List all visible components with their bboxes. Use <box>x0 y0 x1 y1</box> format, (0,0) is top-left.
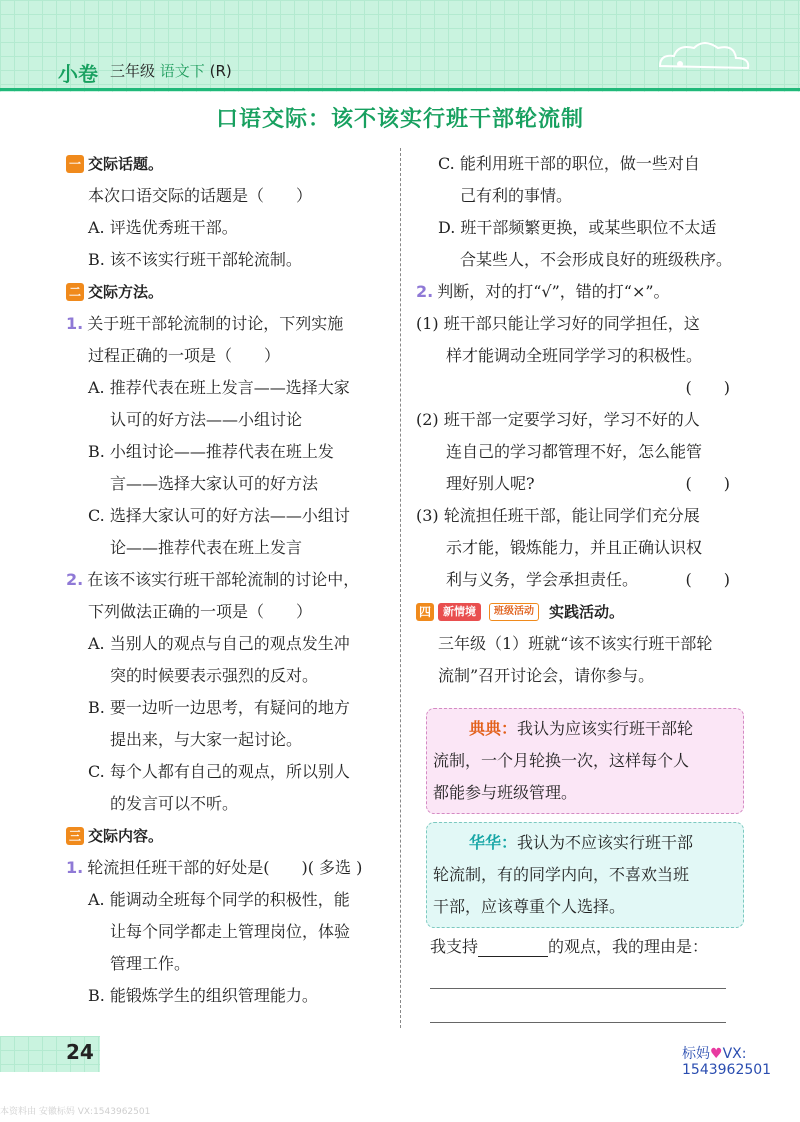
q3-option-a-line1: A. 能调动全班每个同学的积极性，能 <box>88 890 350 909</box>
diandian-speech-box <box>426 708 744 814</box>
question-1-text: 关于班干部轮流制的讨论，下列实施 <box>87 314 344 333</box>
q3-option-b-line1: B. 能锻炼学生的组织管理能力。 <box>88 986 318 1005</box>
left-column <box>66 148 396 1012</box>
new-scenario-badge: 新情境 <box>438 603 481 621</box>
question-1 <box>66 308 396 340</box>
heart-icon: ♥ <box>710 1046 723 1062</box>
q3-option-a-line2: 让每个同学都走上管理岗位，体验 <box>110 922 351 941</box>
answer-line-2[interactable] <box>430 1022 726 1023</box>
support-statement <box>430 934 708 957</box>
grade-subject: 语文下 <box>159 62 205 80</box>
section-3-title: 交际内容。 <box>88 827 164 845</box>
judge-2-line1: (2) 班干部一定要学习好，学习不好的人 <box>416 410 700 429</box>
judge-3-line3 <box>416 564 736 596</box>
judge-3-line1: (3) 轮流担任班干部，能让同学们充分展 <box>416 506 700 525</box>
watermark-name: 标妈 <box>682 1046 710 1062</box>
question-4-text: 判断，对的打“√”，错的打“×”。 <box>437 282 670 301</box>
q2-option-a-line1: A. 当别人的观点与自己的观点发生冲 <box>88 634 350 653</box>
section-4-title: 实践活动。 <box>549 603 625 621</box>
page-number: 24 <box>66 1040 94 1064</box>
judge-3-line3-text: 利与义务，学会承担责任。 <box>446 570 639 589</box>
section-3-number: 三 <box>66 827 84 845</box>
huahua-text1: 我认为不应该实行班干部 <box>517 833 694 852</box>
column-divider <box>400 148 401 1028</box>
section-1-heading <box>66 148 396 180</box>
judge-2-line3-text: 理好别人呢? <box>446 474 535 493</box>
question-3 <box>66 852 396 884</box>
question-4-number: 2. <box>416 282 434 301</box>
q2-option-b-line1: B. 要一边听一边思考，有疑问的地方 <box>88 698 350 717</box>
page-title: 口语交际：该不该实行班干部轮流制 <box>215 107 584 132</box>
support-suffix: 的观点，我的理由是： <box>548 937 709 956</box>
judge-1-line1: (1) 班干部只能让学习好的同学担任，这 <box>416 314 700 333</box>
q1-option-c-line1: C. 选择大家认可的好方法——小组讨 <box>88 506 350 525</box>
q1-option-c-line2: 论——推荐代表在班上发言 <box>110 538 303 557</box>
section-2-heading <box>66 276 396 308</box>
q2-option-a-line2: 突的时候要表示强烈的反对。 <box>110 666 319 685</box>
diandian-line3: 都能参与班级管理。 <box>433 783 578 802</box>
q2-option-c-line2: 的发言可以不听。 <box>110 794 239 813</box>
diandian-name: 典典： <box>469 719 518 738</box>
judge-3-answer[interactable]: ( ) <box>685 570 730 589</box>
q1-option-a-line2: 认可的好方法——小组讨论 <box>110 410 303 429</box>
huahua-speech-box <box>426 822 744 928</box>
answer-line-1[interactable] <box>430 988 726 989</box>
header-line <box>0 88 800 91</box>
judge-2-line3 <box>416 468 736 500</box>
question-1-number: 1. <box>66 314 84 333</box>
judge-1-answer-row <box>416 372 736 404</box>
grade-label <box>110 60 232 81</box>
judge-2-answer[interactable]: ( ) <box>685 474 730 493</box>
q3-option-c-line1: C. 能利用班干部的职位，做一些对自 <box>438 154 700 173</box>
q2-option-c-line1: C. 每个人都有自己的观点，所以别人 <box>88 762 350 781</box>
watermark-vx: VX: <box>722 1046 747 1062</box>
faint-footer-text: 本资料由 安徽标妈 VX:1543962501 <box>0 1107 151 1117</box>
q3-option-a-line3: 管理工作。 <box>110 954 191 973</box>
q2-option-b-line2: 提出来，与大家一起讨论。 <box>110 730 303 749</box>
activity-prompt-line2: 流制”召开讨论会，请你参与。 <box>438 666 655 685</box>
q3-option-d-line1: D. 班干部频繁更换，或某些职位不太适 <box>438 218 717 237</box>
diandian-line1 <box>433 713 737 745</box>
huahua-line3: 干部，应该尊重个人选择。 <box>433 897 626 916</box>
judge-1-answer[interactable]: ( ) <box>685 378 730 397</box>
huahua-name: 华华： <box>469 833 518 852</box>
section-3-heading <box>66 820 396 852</box>
question-4 <box>416 276 736 308</box>
huahua-line1 <box>433 827 737 859</box>
topic-option-b: B. 该不该实行班干部轮流制。 <box>88 250 302 269</box>
topic-option-a: A. 评选优秀班干部。 <box>88 218 238 237</box>
activity-prompt-line1: 三年级（1）班就“该不该实行班干部轮 <box>438 634 713 653</box>
topic-question: 本次口语交际的话题是（ ） <box>88 186 313 205</box>
question-2-number: 2. <box>66 570 84 589</box>
section-2-title: 交际方法。 <box>88 283 164 301</box>
question-3-number: 1. <box>66 858 84 877</box>
support-blank[interactable] <box>478 940 548 957</box>
watermark <box>682 1046 771 1078</box>
q3-option-c-line2: 己有利的事情。 <box>460 186 573 205</box>
grade-suffix: (R) <box>209 62 232 80</box>
q3-option-d-line2: 合某些人，不会形成良好的班级秩序。 <box>460 250 733 269</box>
question-2 <box>66 564 396 596</box>
q1-option-b-line2: 言——选择大家认可的好方法 <box>110 474 319 493</box>
q1-option-a-line1: A. 推荐代表在班上发言——选择大家 <box>88 378 350 397</box>
section-4-number: 四 <box>416 603 434 621</box>
huahua-line2: 轮流制，有的同学内向，不喜欢当班 <box>433 865 690 884</box>
section-2-number: 二 <box>66 283 84 301</box>
question-3-text: 轮流担任班干部的好处是( )( 多选 ) <box>87 858 363 877</box>
question-2-line2: 下列做法正确的一项是（ ） <box>88 602 313 621</box>
support-prefix: 我支持 <box>430 937 479 956</box>
section-1-title: 交际话题。 <box>88 155 164 173</box>
diandian-text1: 我认为应该实行班干部轮 <box>517 719 694 738</box>
brand-logo: 小卷 <box>58 62 98 86</box>
section-1-number: 一 <box>66 155 84 173</box>
q1-option-b-line1: B. 小组讨论——推荐代表在班上发 <box>88 442 334 461</box>
judge-3-line2: 示才能，锻炼能力，并且正确认识权 <box>446 538 703 557</box>
grade-prefix: 三年级 <box>110 62 156 80</box>
question-2-text: 在该不该实行班干部轮流制的讨论中， <box>87 570 360 589</box>
class-activity-badge: 班级活动 <box>489 603 539 621</box>
watermark-number: 1543962501 <box>682 1062 772 1078</box>
cloud-icon <box>650 36 760 76</box>
judge-1-line2: 样才能调动全班同学学习的积极性。 <box>446 346 703 365</box>
right-column <box>416 148 736 692</box>
diandian-line2: 流制，一个月轮换一次，这样每个人 <box>433 751 690 770</box>
judge-2-line2: 连自己的学习都管理不好，怎么能管 <box>446 442 703 461</box>
section-4-heading <box>416 596 736 628</box>
question-1-line2: 过程正确的一项是（ ） <box>88 346 281 365</box>
